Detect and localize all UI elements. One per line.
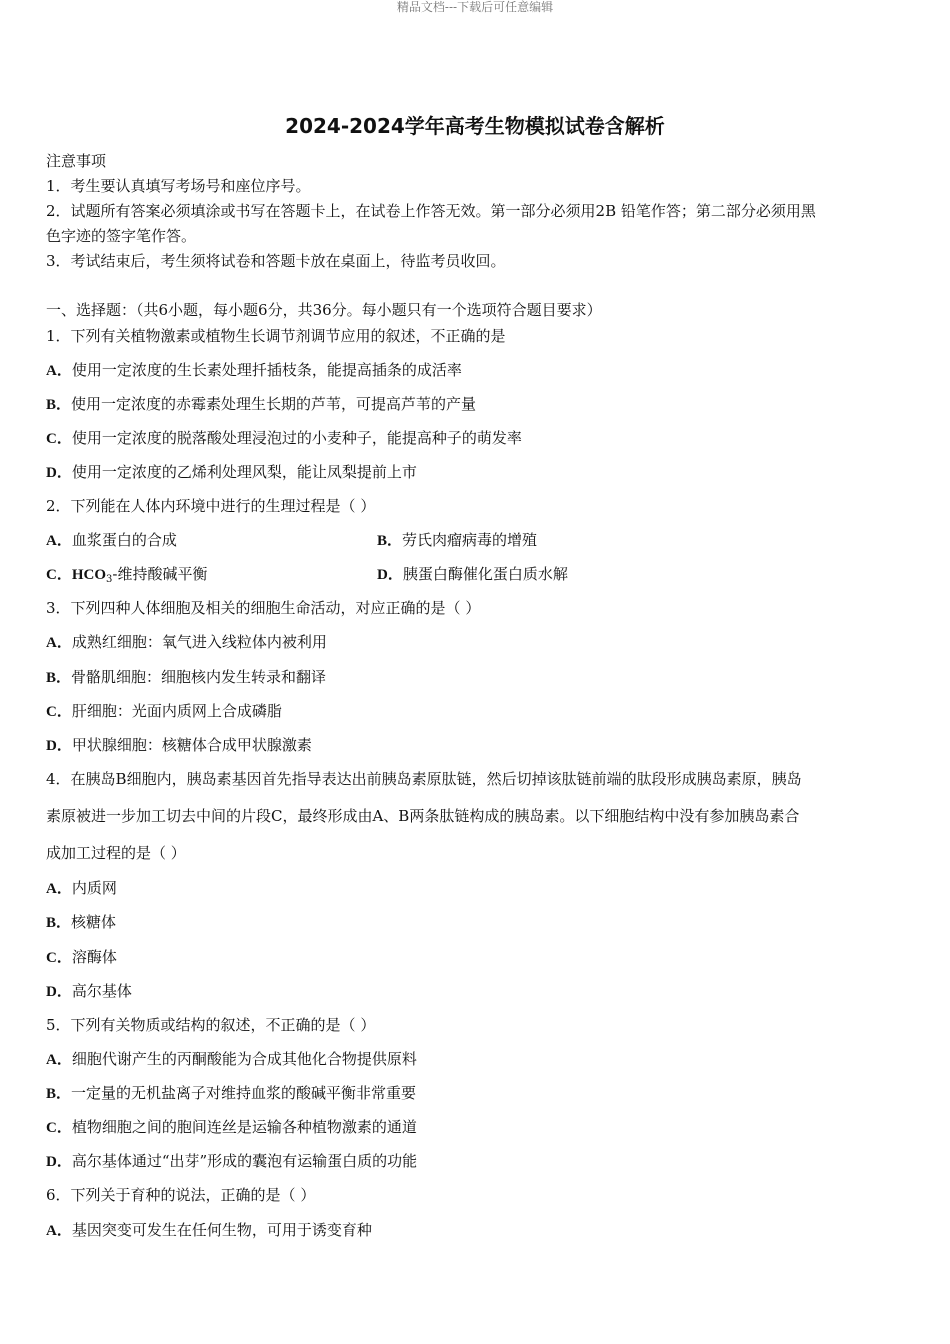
option-letter: A．: [46, 1223, 72, 1239]
option-text: 血浆蛋白的合成: [71, 531, 177, 549]
option-text: 使用一定浓度的乙烯利处理风梨，能让凤梨提前上市: [71, 463, 417, 481]
question-3-stem: 3．下列四种人体细胞及相关的细胞生命活动，对应正确的是（ ）: [46, 599, 481, 617]
option-text: 核糖体: [71, 913, 117, 931]
option-text: 骨骼肌细胞：细胞核内发生转录和翻译: [71, 668, 327, 686]
question-1-option-d: [46, 460, 908, 485]
question-6-option-a: [46, 1218, 908, 1243]
option-letter: B．: [377, 533, 403, 549]
question-3-option-b: [46, 665, 908, 690]
formula-subscript: 3: [106, 574, 113, 585]
option-text: 溶酶体: [71, 948, 117, 966]
question-5-option-d: [46, 1149, 908, 1174]
option-letter: D．: [46, 984, 72, 1000]
notice-heading: 注意事项: [46, 152, 107, 170]
option-letter: A．: [46, 363, 72, 379]
question-4-stem-line-3: 成加工过程的是（ ）: [46, 844, 186, 862]
question-4-stem-line-1: 4．在胰岛B细胞内，胰岛素基因首先指导表达出前胰岛素原肽链，然后切掉该肽链前端的肽段形成胰岛素原，胰岛: [46, 770, 802, 788]
notice-item-3: 3．考试结束后，考生须将试卷和答题卡放在桌面上，待监考员收回。: [46, 252, 506, 270]
option-text: 使用一定浓度的生长素处理扦插枝条，能提高插条的成活率: [71, 361, 462, 379]
option-letter: B．: [46, 915, 72, 931]
option-text: 使用一定浓度的脱落酸处理浸泡过的小麦种子，能提高种子的萌发率: [71, 429, 522, 447]
option-text: 细胞代谢产生的丙酮酸能为合成其他化合物提供原料: [71, 1050, 417, 1068]
option-text: 植物细胞之间的胞间连丝是运输各种植物激素的通道: [71, 1118, 417, 1136]
option-text: 高尔基体: [71, 982, 132, 1000]
option-letter: C．: [46, 950, 72, 966]
formula-main: HCO: [71, 567, 107, 583]
option-text: 一定量的无机盐离子对维持血浆的酸碱平衡非常重要: [71, 1084, 417, 1102]
question-5-stem: 5．下列有关物质或结构的叙述，不正确的是（ ）: [46, 1016, 376, 1034]
question-2-stem: 2．下列能在人体内环境中进行的生理过程是（ ）: [46, 497, 376, 515]
option-letter: A．: [46, 881, 72, 897]
question-4-option-a: [46, 876, 908, 901]
question-4-stem-line-2: 素原被进一步加工切去中间的片段C，最终形成由A、B两条肽链构成的胰岛素。以下细胞结构中没有参加胰岛素合: [46, 807, 800, 825]
question-4-option-b: [46, 910, 908, 935]
option-letter: D．: [46, 738, 72, 754]
option-text: 劳氏肉瘤病毒的增殖: [402, 531, 538, 549]
page-title: 2024-2024学年高考生物模拟试卷含解析: [285, 114, 665, 138]
option-letter: D．: [46, 1154, 72, 1170]
question-5-option-a: [46, 1047, 908, 1072]
option-letter: D．: [377, 567, 403, 583]
option-letter: C．: [46, 431, 72, 447]
question-6-stem: 6．下列关于育种的说法，正确的是（ ）: [46, 1186, 316, 1204]
question-2-option-b: [377, 528, 897, 553]
option-text: 甲状腺细胞：核糖体合成甲状腺激素: [71, 736, 312, 754]
question-1-stem: 1．下列有关植物激素或植物生长调节剂调节应用的叙述，不正确的是: [46, 327, 506, 345]
option-text: 使用一定浓度的赤霉素处理生长期的芦苇，可提高芦苇的产量: [71, 395, 477, 413]
option-letter: A．: [46, 533, 72, 549]
option-letter: C．: [46, 1120, 72, 1136]
section-heading: 一、选择题：（共6小题，每小题6分，共36分。每小题只有一个选项符合题目要求）: [46, 301, 602, 319]
notice-item-1: 1．考生要认真填写考场号和座位序号。: [46, 177, 311, 195]
question-3-option-c: [46, 699, 908, 724]
question-5-option-b: [46, 1081, 908, 1106]
notice-item-2: 2．试题所有答案必须填涂或书写在答题卡上，在试卷上作答无效。第一部分必须用2B 铅笔作答；第二部分必须用黑: [46, 202, 816, 220]
question-1-option-a: [46, 358, 908, 383]
question-3-option-d: [46, 733, 908, 758]
notice-item-2-cont: 色字迹的签字笔作答。: [46, 227, 197, 245]
question-1-option-c: [46, 426, 908, 451]
option-letter: C．: [46, 704, 72, 720]
page-header: 精品文档---下载后可任意编辑: [396, 0, 554, 14]
option-text: 基因突变可发生在任何生物，可用于诱变育种: [71, 1221, 372, 1239]
option-letter: D．: [46, 465, 72, 481]
option-text: 肝细胞：光面内质网上合成磷脂: [71, 702, 282, 720]
option-letter: B．: [46, 1086, 72, 1102]
option-letter: A．: [46, 635, 72, 651]
option-text: 内质网: [71, 879, 117, 897]
question-5-option-c: [46, 1115, 908, 1140]
question-2-option-c: [46, 562, 366, 592]
question-3-option-a: [46, 630, 908, 655]
question-1-option-b: [46, 392, 908, 417]
option-text: 成熟红细胞：氧气进入线粒体内被利用: [71, 633, 327, 651]
question-2-option-d: [377, 562, 897, 587]
question-4-option-d: [46, 979, 908, 1004]
question-4-option-c: [46, 945, 908, 970]
option-text: 胰蛋白酶催化蛋白质水解: [402, 565, 568, 583]
option-text: 高尔基体通过“出芽”形成的囊泡有运输蛋白质的功能: [71, 1152, 418, 1170]
option-letter: A．: [46, 1052, 72, 1068]
option-letter: B．: [46, 397, 72, 413]
question-2-option-a: [46, 528, 366, 553]
option-letter: B．: [46, 670, 72, 686]
option-letter: C．: [46, 567, 72, 583]
option-text: -维持酸碱平衡: [112, 565, 208, 583]
